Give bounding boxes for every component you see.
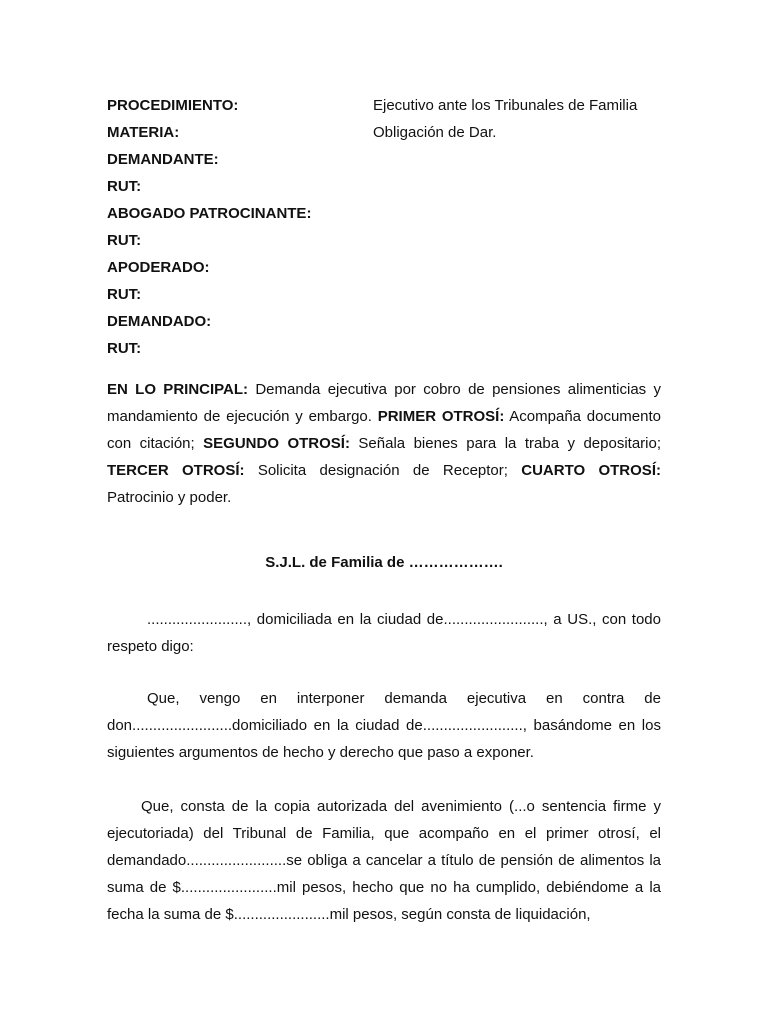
- header-value: [373, 231, 667, 258]
- header-label: DEMANDADO:: [107, 313, 212, 330]
- header-value: [373, 285, 667, 312]
- header-row: [107, 96, 667, 123]
- header-label: RUT:: [107, 286, 142, 303]
- tercer-otrosi-text: Solicita designación de Receptor;: [244, 462, 522, 479]
- header-value: [373, 258, 667, 285]
- header-value: Ejecutivo ante los Tribunales de Familia: [373, 97, 638, 114]
- header-value: [373, 177, 667, 204]
- header-label: DEMANDANTE:: [107, 151, 219, 168]
- header-value: [373, 339, 667, 366]
- cuarto-otrosi-label: CUARTO OTROSÍ:: [521, 462, 661, 479]
- case-header: [107, 96, 667, 366]
- header-label: ABOGADO PATROCINANTE:: [107, 205, 312, 222]
- header-label: RUT:: [107, 340, 142, 357]
- cuarto-otrosi-text: Patrocinio y poder.: [107, 489, 232, 506]
- primer-otrosi-text: Acompaña documento con citación;: [107, 408, 662, 452]
- header-row: [107, 150, 667, 177]
- header-row: [107, 177, 667, 204]
- header-row: [107, 204, 667, 231]
- header-row: [107, 231, 667, 258]
- header-label: APODERADO:: [107, 259, 210, 276]
- principal-label: EN LO PRINCIPAL:: [107, 381, 249, 398]
- body-paragraph-3: Que, consta de la copia autorizada del avenimiento (...o sentencia firme y ejecutoriada) del Tribunal de Familia, que acompaño en el primer otrosí, el demandado........................se obliga a cancelar a título de pensión de alimentos la suma de $.......................mil pesos, hecho que no ha cumplido, debiéndome a la fecha la suma de $.......................mil pesos, según consta de liquidación,: [107, 798, 661, 923]
- header-label: RUT:: [107, 232, 142, 249]
- tercer-otrosi-label: TERCER OTROSÍ:: [107, 462, 245, 479]
- header-label: MATERIA:: [107, 124, 180, 141]
- summary-paragraph: [107, 376, 661, 511]
- header-row: [107, 339, 667, 366]
- body-paragraph-1: ........................, domiciliada en la ciudad de........................, a US., con todo respeto digo:: [107, 611, 661, 655]
- header-row: [107, 258, 667, 285]
- primer-otrosi-label: PRIMER OTROSÍ:: [377, 408, 505, 425]
- body-paragraph-2: Que, vengo en interponer demanda ejecutiva en contra de don........................domiciliado en la ciudad de........................, basándome en los siguientes argumentos de hecho y derecho que paso a exponer.: [107, 690, 661, 761]
- header-row: [107, 123, 667, 150]
- addressee-heading: S.J.L. de Familia de ……………….: [265, 554, 503, 571]
- segundo-otrosi-text: Señala bienes para la traba y depositario;: [349, 435, 662, 452]
- header-value: [373, 312, 667, 339]
- header-value: Obligación de Dar.: [373, 124, 497, 141]
- principal-text: Demanda ejecutiva por cobro de pensiones alimenticias y mandamiento de ejecución y embargo.: [107, 381, 661, 425]
- header-row: [107, 312, 667, 339]
- header-label: PROCEDIMIENTO:: [107, 97, 239, 114]
- segundo-otrosi-label: SEGUNDO OTROSÍ:: [203, 435, 350, 452]
- header-label: RUT:: [107, 178, 142, 195]
- header-value: [373, 204, 667, 231]
- header-value: [373, 150, 667, 177]
- header-row: [107, 285, 667, 312]
